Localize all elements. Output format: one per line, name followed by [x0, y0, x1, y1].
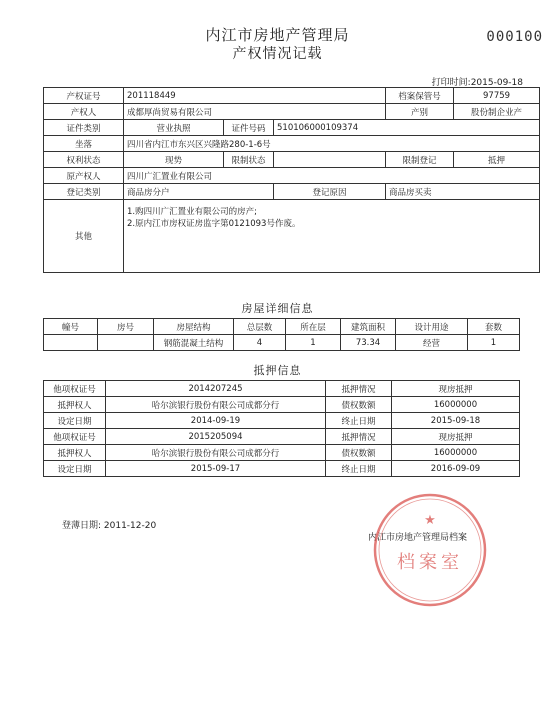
field-label: 其他	[44, 200, 124, 273]
table-row	[44, 445, 520, 461]
page-subtitle: 产权情况记载	[232, 46, 323, 62]
table-row	[44, 136, 540, 152]
field-label: 证件类别	[44, 120, 124, 136]
field-value: 抵押	[454, 152, 540, 168]
house-section-title: 房屋详细信息	[241, 302, 314, 315]
table-cell: 经营	[396, 335, 468, 351]
register-date: 登薄日期: 2011-12-20	[62, 521, 157, 531]
property-table	[43, 87, 540, 273]
table-row	[44, 335, 520, 351]
table-cell	[44, 335, 98, 351]
field-label: 终止日期	[326, 413, 392, 429]
table-row	[44, 168, 540, 184]
field-value: 2014207245	[106, 381, 326, 397]
field-value: 商品房买卖	[386, 184, 540, 200]
field-value: 2015-09-17	[106, 461, 326, 477]
field-label: 抵押权人	[44, 445, 106, 461]
note-line: 2.原内江市房权证房监字第0121093号作废。	[127, 219, 301, 229]
column-header: 建筑面积	[341, 319, 396, 335]
column-header: 房号	[98, 319, 154, 335]
column-header: 套数	[468, 319, 520, 335]
document-number: 000100	[486, 29, 543, 45]
archive-label: 内江市房地产管理局档案	[368, 533, 468, 543]
field-label: 设定日期	[44, 461, 106, 477]
field-label: 产别	[386, 104, 454, 120]
field-label: 登记类别	[44, 184, 124, 200]
table-row	[44, 184, 540, 200]
field-value: 2015-09-18	[392, 413, 520, 429]
field-value: 现势	[124, 152, 224, 168]
field-label: 他项权证号	[44, 381, 106, 397]
field-value: 2015205094	[106, 429, 326, 445]
field-value: 四川省内江市东兴区兴隆路280-1-6号	[124, 136, 540, 152]
field-value: 16000000	[392, 397, 520, 413]
field-label: 债权数额	[326, 445, 392, 461]
table-row	[44, 413, 520, 429]
svg-text:★: ★	[424, 513, 436, 528]
table-cell: 1	[286, 335, 341, 351]
column-header: 幢号	[44, 319, 98, 335]
column-header: 设计用途	[396, 319, 468, 335]
field-label: 登记原因	[274, 184, 386, 200]
field-label: 终止日期	[326, 461, 392, 477]
field-value: 2014-09-19	[106, 413, 326, 429]
mortgage-table	[43, 380, 520, 477]
field-label: 抵押情况	[326, 381, 392, 397]
field-value	[274, 152, 386, 168]
field-value: 营业执照	[124, 120, 224, 136]
field-value: 201118449	[124, 88, 386, 104]
field-label: 设定日期	[44, 413, 106, 429]
field-label: 证件号码	[224, 120, 274, 136]
field-label: 产权人	[44, 104, 124, 120]
field-label: 限制状态	[224, 152, 274, 168]
column-header: 所在层	[286, 319, 341, 335]
table-cell: 钢筋混凝土结构	[154, 335, 234, 351]
table-row	[44, 429, 520, 445]
table-cell: 73.34	[341, 335, 396, 351]
table-header-row	[44, 319, 520, 335]
field-label: 抵押权人	[44, 397, 106, 413]
field-label: 产权证号	[44, 88, 124, 104]
table-row	[44, 120, 540, 136]
field-label: 抵押情况	[326, 429, 392, 445]
table-row	[44, 461, 520, 477]
column-header: 房屋结构	[154, 319, 234, 335]
other-notes	[124, 200, 540, 273]
table-row	[44, 104, 540, 120]
field-value: 成都厚尚贸易有限公司	[124, 104, 386, 120]
field-value: 现房抵押	[392, 381, 520, 397]
field-value: 股份制企业产	[454, 104, 540, 120]
field-value: 97759	[454, 88, 540, 104]
field-value: 四川广汇置业有限公司	[124, 168, 540, 184]
table-row	[44, 200, 540, 273]
mortgage-section-title: 抵押信息	[253, 364, 302, 377]
note-line: 1.购四川广汇置业有限公司的房产;	[127, 207, 257, 217]
field-value: 商品房分户	[124, 184, 274, 200]
field-label: 债权数额	[326, 397, 392, 413]
field-value: 2016-09-09	[392, 461, 520, 477]
table-row	[44, 397, 520, 413]
field-label: 他项权证号	[44, 429, 106, 445]
field-value: 16000000	[392, 445, 520, 461]
field-value: 哈尔滨银行股份有限公司成都分行	[106, 445, 326, 461]
table-cell: 4	[234, 335, 286, 351]
field-value: 510106000109374	[274, 120, 540, 136]
field-label: 档案保管号	[386, 88, 454, 104]
archive-stamp-icon	[370, 490, 490, 610]
field-value: 哈尔滨银行股份有限公司成都分行	[106, 397, 326, 413]
table-row	[44, 152, 540, 168]
field-label: 坐落	[44, 136, 124, 152]
page-title: 内江市房地产管理局	[205, 26, 350, 44]
print-time: 打印时间:2015-09-18	[431, 78, 523, 88]
house-table	[43, 318, 520, 351]
field-label: 限制登记	[386, 152, 454, 168]
field-label: 权利状态	[44, 152, 124, 168]
table-row	[44, 88, 540, 104]
column-header: 总层数	[234, 319, 286, 335]
table-cell	[98, 335, 154, 351]
table-cell: 1	[468, 335, 520, 351]
field-label: 原产权人	[44, 168, 124, 184]
table-row	[44, 381, 520, 397]
field-value: 现房抵押	[392, 429, 520, 445]
svg-text:档案室: 档案室	[397, 552, 463, 573]
